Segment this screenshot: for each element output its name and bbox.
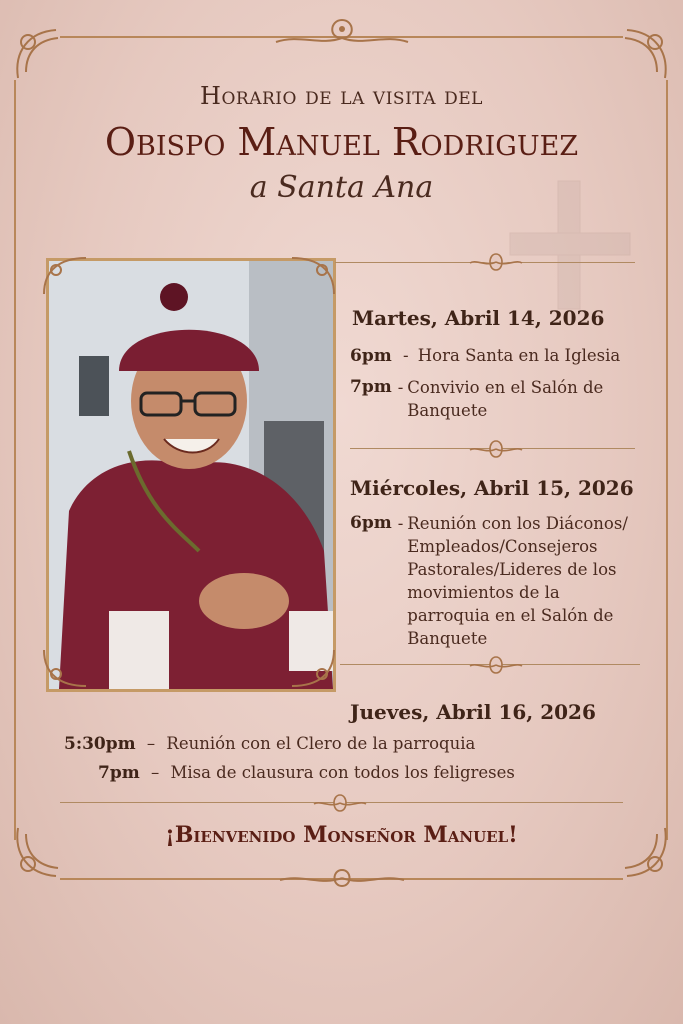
- corner-flourish-tl-icon: [8, 22, 72, 86]
- welcome-message: ¡Bienvenido Monseñor Manuel!: [165, 822, 518, 848]
- photo-flourish-bl-icon: [40, 646, 90, 690]
- day-1-item-1-text: Hora Santa en la Iglesia: [417, 346, 621, 365]
- day-1-item-2-text: Convivio en el Salón de Banquete: [407, 378, 604, 420]
- day-1-item-2: [350, 376, 650, 422]
- day-2-label: Miércoles, Abril 15, 2026: [350, 476, 634, 500]
- day-1-item-1: [350, 344, 650, 368]
- top-flourish-icon: [270, 16, 414, 56]
- divider-ornament-icon: [312, 792, 368, 814]
- photo-flourish-tl-icon: [40, 254, 90, 298]
- day-3-label: Jueves, Abril 16, 2026: [350, 700, 596, 724]
- day-3-item-2-text: Misa de clausura con todos los feligreses: [170, 763, 515, 782]
- day-3-item-1-sep: –: [146, 734, 156, 753]
- bishop-photo: [46, 258, 336, 692]
- header-line1: Horario de la visita del: [200, 82, 483, 110]
- divider-ornament-icon: [468, 438, 524, 460]
- photo-flourish-tr-icon: [288, 254, 338, 298]
- day-1-item-2-sep: -: [397, 378, 404, 397]
- bottom-flourish-icon: [276, 864, 408, 894]
- photo-flourish-br-icon: [288, 646, 338, 690]
- day-2-item-1-sep: -: [397, 514, 404, 533]
- day-1-item-1-time: 6pm: [350, 346, 392, 366]
- day-2-item-1-time: 6pm: [350, 513, 392, 533]
- day-3-item-1: [64, 732, 624, 756]
- day-1-label: Martes, Abril 14, 2026: [352, 306, 605, 330]
- divider-ornament-icon: [468, 251, 524, 273]
- day-3-item-1-time: 5:30pm: [64, 734, 136, 754]
- corner-flourish-tr-icon: [611, 22, 675, 86]
- page-title: Obispo Manuel Rodriguez: [104, 120, 579, 164]
- day-1-item-2-time: 7pm: [350, 377, 392, 397]
- day-3-item-2: [98, 761, 638, 785]
- divider-ornament-icon: [468, 654, 524, 676]
- header-subtitle: a Santa Ana: [249, 170, 434, 205]
- day-2-item-1: [350, 512, 660, 650]
- day-2-item-1-text: Reunión con los Diáconos/ Empleados/Consejeros Pastorales/Lideres de los movimientos de la parroquia en el Salón de Banquete: [407, 514, 628, 648]
- day-1-item-1-sep: -: [402, 346, 409, 365]
- day-3-item-2-sep: –: [150, 763, 160, 782]
- day-3-item-1-text: Reunión con el Clero de la parroquia: [166, 734, 476, 753]
- day-3-item-2-time: 7pm: [98, 763, 140, 783]
